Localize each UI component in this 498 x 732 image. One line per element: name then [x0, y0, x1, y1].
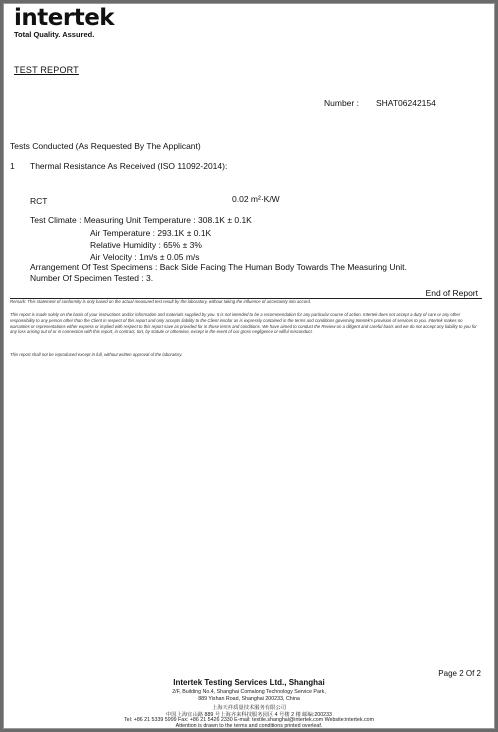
- relative-humidity-line: Relative Humidity : 65% ± 3%: [90, 240, 202, 250]
- footer-address-line1: 2/F, Building No.4, Shanghai Comalong Technology Service Park,: [172, 689, 326, 695]
- test-item-number: 1: [10, 161, 15, 171]
- footer-cn-address: 中国上海宜山路 889 号上海齐来科技服务园区 4 号楼 2 楼 邮编:200233: [165, 712, 332, 718]
- logo-tagline: Total Quality. Assured.: [14, 30, 95, 39]
- arrangement-line: Arrangement Of Test Specimens : Back Side Facing The Human Body Towards The Measuring Unit.: [30, 262, 407, 272]
- rct-label: RCT: [30, 196, 48, 206]
- end-of-report: End of Report: [425, 288, 478, 298]
- rct-value: 0.02 m²·K/W: [232, 194, 280, 204]
- air-temperature-line: Air Temperature : 293.1K ± 0.1K: [90, 228, 212, 238]
- report-title: TEST REPORT: [14, 65, 79, 75]
- specimen-count-line: Number Of Specimen Tested : 3.: [30, 273, 154, 283]
- disclaimer-text: This report is made solely on the basis of your instructions and/or information and materials supplied by you. It is not intended to be a recommendation for any particular course of action. Intertek does not accept a duty of care or any other responsibility to any person other than the Client in respect of this report and only accepts liability to the Client insofar as is expressly contained in the terms and conditions governing Intertek's provision of services to you. Intertek makes no warranties or representations either express or implied with respect to this report save as provided for in those terms and conditions. We have aimed to conduct the Review on a diligent and careful basis and we do not accept any liability to you for any loss arising out of or in connection with this report, in contract, tort, by statute or otherwise, except in the event of our gross negligence or wilful misconduct.: [10, 312, 477, 335]
- report-number-value: SHAT06242154: [376, 98, 436, 108]
- intertek-logo: intertek: [14, 5, 115, 31]
- report-page: [3, 3, 495, 729]
- footer-contact: Tel: +86 21 5339 5999 Fax: +86 21 5426 2330 E-mail: textile.shanghai@intertek.com Website:intertek.com: [124, 717, 374, 723]
- test-climate-line: Test Climate : Measuring Unit Temperature : 308.1K ± 0.1K: [30, 215, 252, 225]
- test-item-title: Thermal Resistance As Received (ISO 11092-2014):: [30, 161, 228, 171]
- footer-company: Intertek Testing Services Ltd., Shanghai: [173, 678, 325, 687]
- footer-attention: Attention is drawn to the terms and conditions printed overleaf.: [175, 723, 323, 729]
- reproduction-notice: This report shall not be reproduced except in full, without written approval of the laboratory.: [10, 352, 183, 357]
- tests-conducted-heading: Tests Conducted (As Requested By The Applicant): [10, 141, 201, 151]
- remark-text: Remark: This statement of conformity is only based on the actual measured test result by the laboratory, without taking the influence of uncertainty into accord.: [10, 299, 312, 304]
- report-number-label: Number :: [324, 98, 359, 108]
- footer-address-line2: 889 Yishan Road, Shanghai 200233, China: [198, 696, 300, 702]
- page-number: Page 2 Of 2: [438, 669, 481, 678]
- footer-cn-company: 上海天祥质量技术服务有限公司: [211, 705, 287, 711]
- air-velocity-line: Air Velocity : 1m/s ± 0.05 m/s: [90, 252, 200, 262]
